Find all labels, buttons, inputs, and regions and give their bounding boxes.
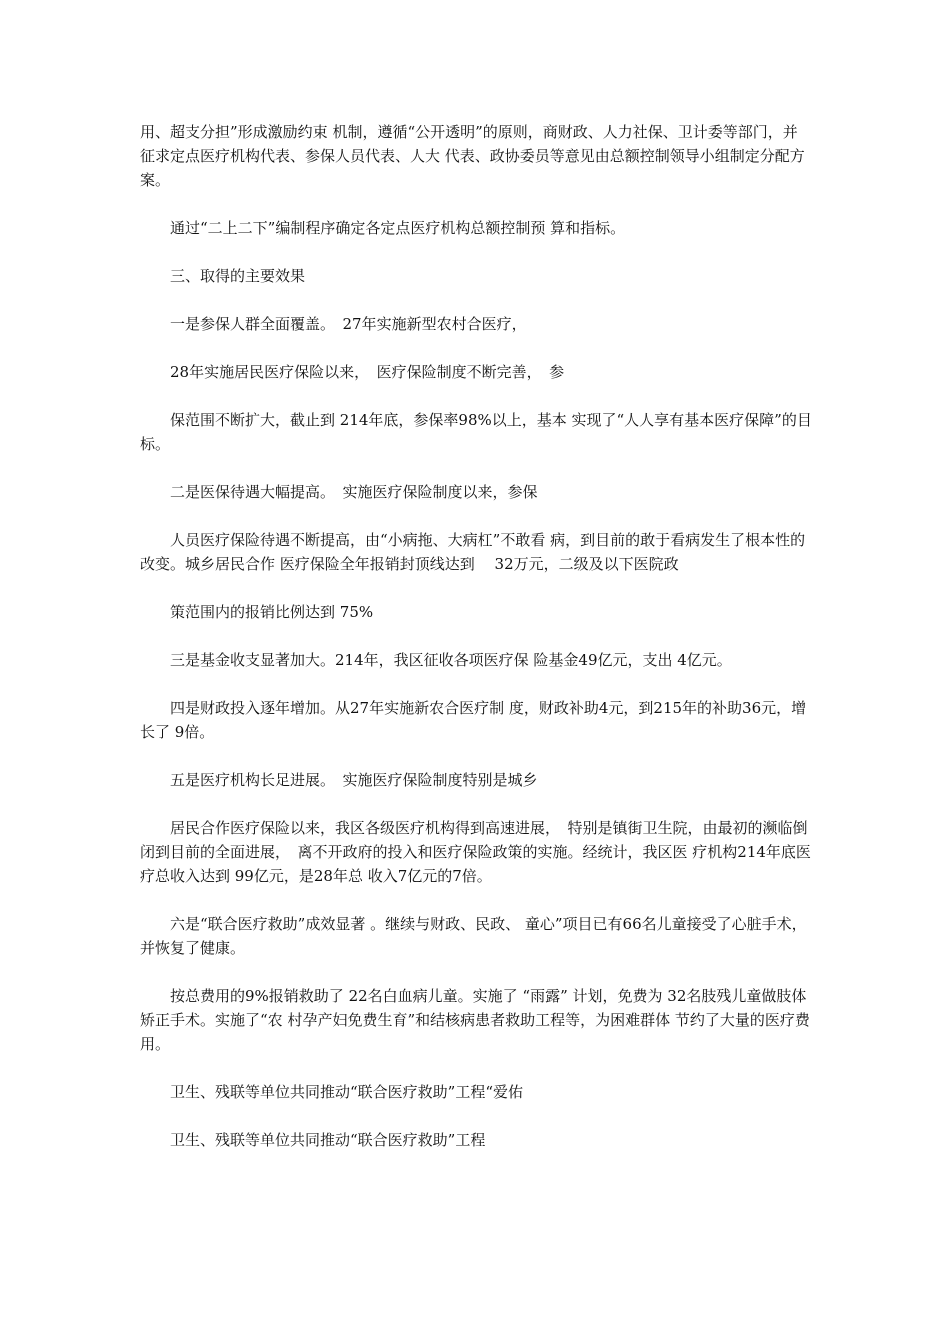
paragraph-budget-procedure: 通过“二上二下”编制程序确定各定点医疗机构总额控制预 算和指标。 [170,219,626,237]
paragraph-institutions-intro: 五是医疗机构长足进展。 实施医疗保险制度特别是城乡 [170,771,538,789]
paragraph-coverage-rate: 保范围不断扩大，截止到 214年底，参保率98%以上，基本 实现了“人人享有基本医疗保障”的目标。 [140,411,812,453]
paragraph-benefits-detail: 人员医疗保险待遇不断提高，由“小病拖、大病杠”不敢看 病，到目前的敢于看病发生了根本性的改变。城乡居民合作 医疗保险全年报销封顶线达到 32万元，二级及以下医院政 [140,531,806,573]
paragraph-joint-promotion-1: 卫生、残联等单位共同推动“联合医疗救助”工程“爱佑 [170,1083,524,1101]
paragraph-assistance-detail: 按总费用的9%报销救助了 22名白血病儿童。实施了 “雨露” 计划，免费为 32名肢残儿童做肢体矫正手术。实施了“农 村孕产妇免费生育”和结核病患者救助工程等，为困难群体 节约了大量的医疗费用。 [140,987,810,1053]
paragraph-benefits-intro: 二是医保待遇大幅提高。 实施医疗保险制度以来，参保 [170,483,538,501]
paragraph-fiscal-investment: 四是财政投入逐年增加。从27年实施新农合医疗制 度，财政补助4元，到215年的补助36元，增长了 9倍。 [140,699,807,741]
document-body [140,120,812,1176]
paragraph-allocation-plan: 用、超支分担”形成激励约束 机制，遵循“公开透明”的原则，商财政、人力社保、卫计委等部门，并征求定点医疗机构代表、参保人员代表、人大 代表、政协委员等意见由总额控制领导小组制定分配方案。 [140,123,805,189]
paragraph-coverage-continued: 28年实施居民医疗保险以来， 医疗保险制度不断完善， 参 [170,363,565,381]
paragraph-joint-promotion-2: 卫生、残联等单位共同推动“联合医疗救助”工程 [170,1131,486,1149]
paragraph-institutions-detail: 居民合作医疗保险以来，我区各级医疗机构得到高速进展， 特别是镇街卫生院，由最初的濒临倒闭到目前的全面进展， 离不开政府的投入和医疗保险政策的实施。经统计，我区医 疗机构214年底医疗总收入达到 99亿元，是28年总 收入7亿元的7倍。 [140,819,811,885]
paragraph-joint-assistance: 六是“联合医疗救助”成效显著 。继续与财政、民政、 童心”项目已有66名儿童接受了心脏手术，并恢复了健康。 [140,915,807,957]
paragraph-fund-scale: 三是基金收支显著加大。214年，我区征收各项医疗保 险基金49亿元，支出 4亿元。 [170,651,732,669]
section-heading-main-effects: 三、取得的主要效果 [170,267,306,285]
paragraph-reimbursement-ratio: 策范围内的报销比例达到 75% [170,603,374,621]
paragraph-coverage-intro: 一是参保人群全面覆盖。 27年实施新型农村合医疗， [170,315,527,333]
